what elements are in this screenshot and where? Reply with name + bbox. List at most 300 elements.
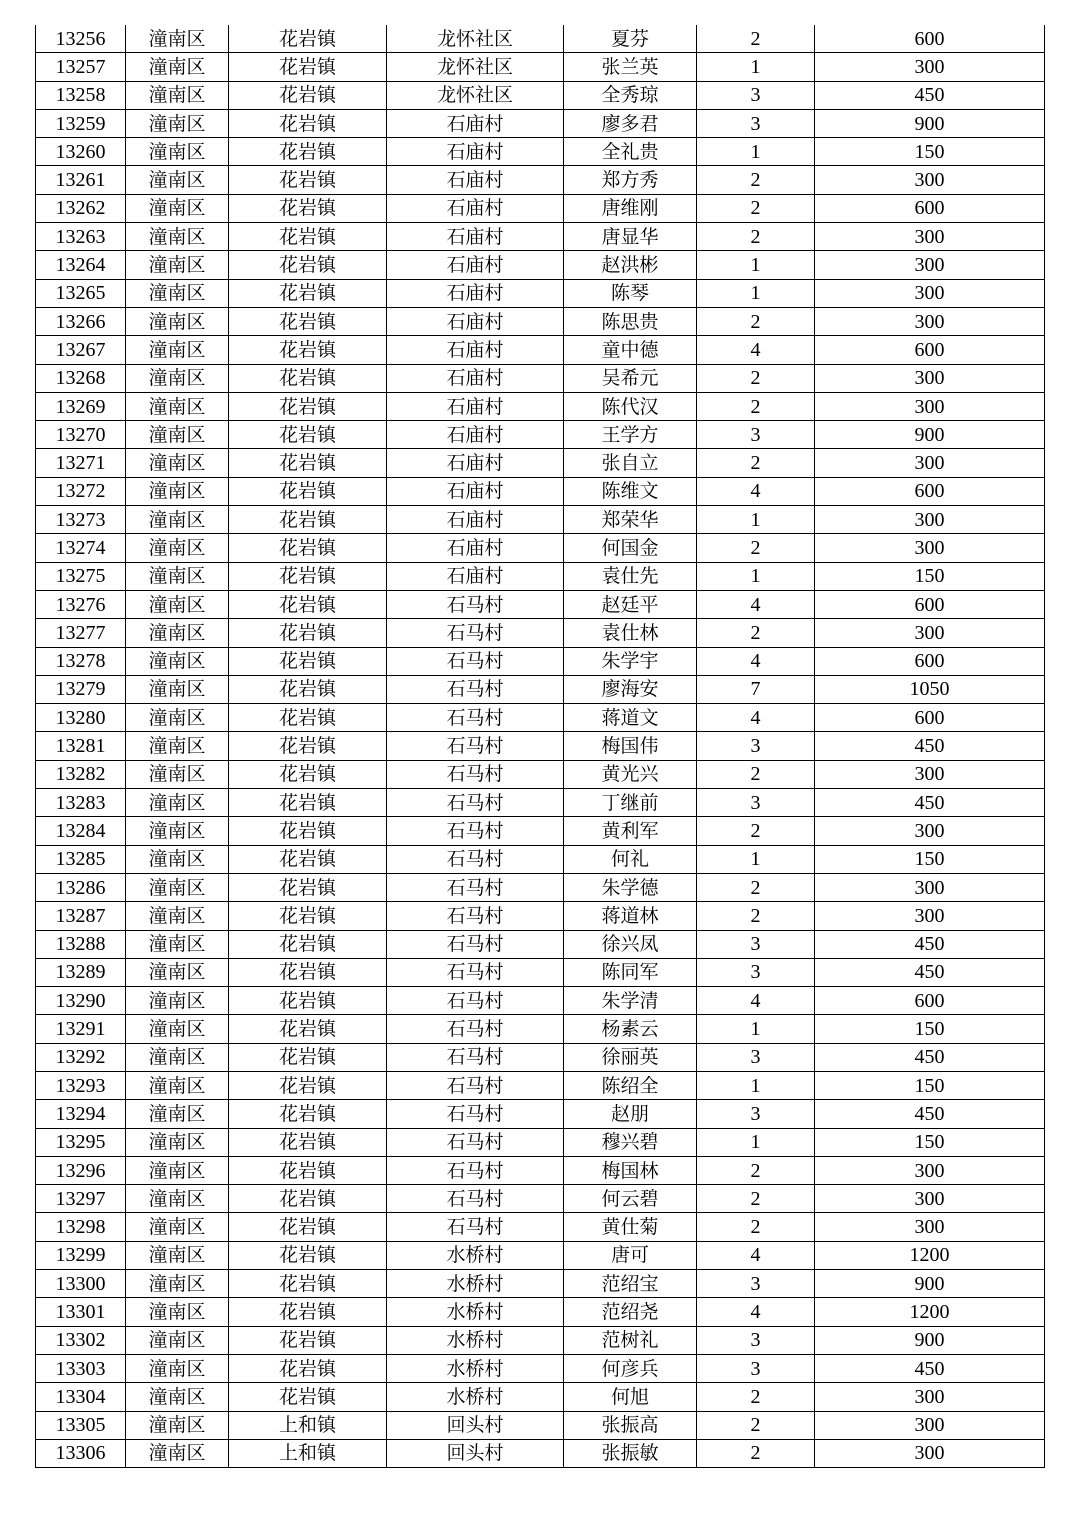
id-cell: 13281 bbox=[36, 732, 126, 760]
table-row bbox=[36, 873, 1045, 901]
id-cell: 13273 bbox=[36, 506, 126, 534]
count-cell: 2 bbox=[697, 902, 815, 930]
table-row bbox=[36, 1213, 1045, 1241]
town-cell: 花岩镇 bbox=[229, 392, 387, 420]
table-row bbox=[36, 1015, 1045, 1043]
table-row bbox=[36, 223, 1045, 251]
count-cell: 2 bbox=[697, 364, 815, 392]
id-cell: 13269 bbox=[36, 392, 126, 420]
name-cell: 郑荣华 bbox=[564, 506, 697, 534]
table-row bbox=[36, 1270, 1045, 1298]
count-cell: 2 bbox=[697, 1185, 815, 1213]
table-row bbox=[36, 1354, 1045, 1382]
amount-cell: 300 bbox=[815, 166, 1045, 194]
district-cell: 潼南区 bbox=[126, 109, 229, 137]
name-cell: 吴希元 bbox=[564, 364, 697, 392]
id-cell: 13262 bbox=[36, 194, 126, 222]
name-cell: 赵廷平 bbox=[564, 590, 697, 618]
id-cell: 13302 bbox=[36, 1326, 126, 1354]
id-cell: 13292 bbox=[36, 1043, 126, 1071]
district-cell: 潼南区 bbox=[126, 1439, 229, 1467]
count-cell: 1 bbox=[697, 845, 815, 873]
district-cell: 潼南区 bbox=[126, 1128, 229, 1156]
name-cell: 蒋道林 bbox=[564, 902, 697, 930]
village-cell: 石马村 bbox=[387, 1128, 564, 1156]
name-cell: 穆兴碧 bbox=[564, 1128, 697, 1156]
id-cell: 13266 bbox=[36, 307, 126, 335]
id-cell: 13282 bbox=[36, 760, 126, 788]
table-row bbox=[36, 789, 1045, 817]
amount-cell: 300 bbox=[815, 392, 1045, 420]
village-cell: 石庙村 bbox=[387, 562, 564, 590]
district-cell: 潼南区 bbox=[126, 421, 229, 449]
count-cell: 1 bbox=[697, 251, 815, 279]
village-cell: 龙怀社区 bbox=[387, 53, 564, 81]
table-row bbox=[36, 619, 1045, 647]
table-row bbox=[36, 53, 1045, 81]
count-cell: 3 bbox=[697, 421, 815, 449]
town-cell: 花岩镇 bbox=[229, 590, 387, 618]
district-cell: 潼南区 bbox=[126, 1383, 229, 1411]
village-cell: 石马村 bbox=[387, 817, 564, 845]
amount-cell: 150 bbox=[815, 562, 1045, 590]
count-cell: 3 bbox=[697, 1100, 815, 1128]
district-cell: 潼南区 bbox=[126, 364, 229, 392]
table-row bbox=[36, 1241, 1045, 1269]
name-cell: 赵朋 bbox=[564, 1100, 697, 1128]
id-cell: 13260 bbox=[36, 138, 126, 166]
id-cell: 13298 bbox=[36, 1213, 126, 1241]
count-cell: 3 bbox=[697, 1043, 815, 1071]
town-cell: 花岩镇 bbox=[229, 1326, 387, 1354]
district-cell: 潼南区 bbox=[126, 194, 229, 222]
table-row bbox=[36, 817, 1045, 845]
district-cell: 潼南区 bbox=[126, 845, 229, 873]
id-cell: 13274 bbox=[36, 534, 126, 562]
amount-cell: 450 bbox=[815, 1043, 1045, 1071]
village-cell: 龙怀社区 bbox=[387, 81, 564, 109]
town-cell: 花岩镇 bbox=[229, 336, 387, 364]
count-cell: 2 bbox=[697, 1439, 815, 1467]
district-cell: 潼南区 bbox=[126, 789, 229, 817]
table-row bbox=[36, 138, 1045, 166]
village-cell: 水桥村 bbox=[387, 1383, 564, 1411]
table-row bbox=[36, 506, 1045, 534]
id-cell: 13291 bbox=[36, 1015, 126, 1043]
district-cell: 潼南区 bbox=[126, 1015, 229, 1043]
name-cell: 何国金 bbox=[564, 534, 697, 562]
amount-cell: 900 bbox=[815, 1326, 1045, 1354]
name-cell: 黄仕菊 bbox=[564, 1213, 697, 1241]
id-cell: 13257 bbox=[36, 53, 126, 81]
name-cell: 黄光兴 bbox=[564, 760, 697, 788]
table-row bbox=[36, 251, 1045, 279]
town-cell: 花岩镇 bbox=[229, 138, 387, 166]
district-cell: 潼南区 bbox=[126, 958, 229, 986]
amount-cell: 1200 bbox=[815, 1298, 1045, 1326]
name-cell: 梅国伟 bbox=[564, 732, 697, 760]
count-cell: 2 bbox=[697, 25, 815, 53]
town-cell: 花岩镇 bbox=[229, 1185, 387, 1213]
id-cell: 13299 bbox=[36, 1241, 126, 1269]
town-cell: 花岩镇 bbox=[229, 506, 387, 534]
town-cell: 花岩镇 bbox=[229, 279, 387, 307]
amount-cell: 600 bbox=[815, 25, 1045, 53]
village-cell: 石马村 bbox=[387, 987, 564, 1015]
town-cell: 花岩镇 bbox=[229, 1100, 387, 1128]
id-cell: 13270 bbox=[36, 421, 126, 449]
village-cell: 石庙村 bbox=[387, 251, 564, 279]
district-cell: 潼南区 bbox=[126, 647, 229, 675]
amount-cell: 600 bbox=[815, 477, 1045, 505]
id-cell: 13289 bbox=[36, 958, 126, 986]
district-cell: 潼南区 bbox=[126, 704, 229, 732]
amount-cell: 150 bbox=[815, 1071, 1045, 1099]
amount-cell: 300 bbox=[815, 1383, 1045, 1411]
town-cell: 花岩镇 bbox=[229, 873, 387, 901]
name-cell: 梅国林 bbox=[564, 1156, 697, 1184]
town-cell: 花岩镇 bbox=[229, 1015, 387, 1043]
id-cell: 13288 bbox=[36, 930, 126, 958]
village-cell: 石马村 bbox=[387, 1015, 564, 1043]
table-row bbox=[36, 1298, 1045, 1326]
town-cell: 花岩镇 bbox=[229, 562, 387, 590]
table-row bbox=[36, 449, 1045, 477]
town-cell: 花岩镇 bbox=[229, 619, 387, 647]
village-cell: 石马村 bbox=[387, 732, 564, 760]
count-cell: 1 bbox=[697, 279, 815, 307]
name-cell: 张振高 bbox=[564, 1411, 697, 1439]
count-cell: 3 bbox=[697, 109, 815, 137]
count-cell: 2 bbox=[697, 760, 815, 788]
village-cell: 石马村 bbox=[387, 902, 564, 930]
amount-cell: 600 bbox=[815, 704, 1045, 732]
table-row bbox=[36, 704, 1045, 732]
town-cell: 花岩镇 bbox=[229, 732, 387, 760]
name-cell: 唐显华 bbox=[564, 223, 697, 251]
town-cell: 花岩镇 bbox=[229, 53, 387, 81]
table-row bbox=[36, 590, 1045, 618]
village-cell: 回头村 bbox=[387, 1439, 564, 1467]
name-cell: 范绍宝 bbox=[564, 1270, 697, 1298]
count-cell: 3 bbox=[697, 81, 815, 109]
town-cell: 花岩镇 bbox=[229, 930, 387, 958]
table-row bbox=[36, 1128, 1045, 1156]
district-cell: 潼南区 bbox=[126, 392, 229, 420]
name-cell: 赵洪彬 bbox=[564, 251, 697, 279]
village-cell: 石庙村 bbox=[387, 534, 564, 562]
count-cell: 1 bbox=[697, 1071, 815, 1099]
village-cell: 石马村 bbox=[387, 958, 564, 986]
village-cell: 石庙村 bbox=[387, 477, 564, 505]
name-cell: 杨素云 bbox=[564, 1015, 697, 1043]
name-cell: 朱学清 bbox=[564, 987, 697, 1015]
village-cell: 石马村 bbox=[387, 789, 564, 817]
amount-cell: 600 bbox=[815, 987, 1045, 1015]
count-cell: 2 bbox=[697, 449, 815, 477]
id-cell: 13306 bbox=[36, 1439, 126, 1467]
amount-cell: 300 bbox=[815, 534, 1045, 562]
district-cell: 潼南区 bbox=[126, 53, 229, 81]
amount-cell: 450 bbox=[815, 958, 1045, 986]
id-cell: 13286 bbox=[36, 873, 126, 901]
amount-cell: 450 bbox=[815, 930, 1045, 958]
district-cell: 潼南区 bbox=[126, 1354, 229, 1382]
id-cell: 13297 bbox=[36, 1185, 126, 1213]
name-cell: 徐兴凤 bbox=[564, 930, 697, 958]
count-cell: 3 bbox=[697, 930, 815, 958]
count-cell: 4 bbox=[697, 477, 815, 505]
table-row bbox=[36, 675, 1045, 703]
count-cell: 4 bbox=[697, 1298, 815, 1326]
amount-cell: 300 bbox=[815, 506, 1045, 534]
table-row bbox=[36, 534, 1045, 562]
amount-cell: 300 bbox=[815, 223, 1045, 251]
id-cell: 13284 bbox=[36, 817, 126, 845]
id-cell: 13293 bbox=[36, 1071, 126, 1099]
id-cell: 13272 bbox=[36, 477, 126, 505]
amount-cell: 300 bbox=[815, 251, 1045, 279]
count-cell: 2 bbox=[697, 194, 815, 222]
village-cell: 石马村 bbox=[387, 675, 564, 703]
amount-cell: 1200 bbox=[815, 1241, 1045, 1269]
amount-cell: 300 bbox=[815, 1439, 1045, 1467]
village-cell: 石庙村 bbox=[387, 506, 564, 534]
district-cell: 潼南区 bbox=[126, 760, 229, 788]
name-cell: 陈代汉 bbox=[564, 392, 697, 420]
district-cell: 潼南区 bbox=[126, 1100, 229, 1128]
village-cell: 石庙村 bbox=[387, 279, 564, 307]
id-cell: 13271 bbox=[36, 449, 126, 477]
count-cell: 3 bbox=[697, 732, 815, 760]
district-cell: 潼南区 bbox=[126, 81, 229, 109]
table-row bbox=[36, 392, 1045, 420]
name-cell: 何礼 bbox=[564, 845, 697, 873]
count-cell: 4 bbox=[697, 704, 815, 732]
town-cell: 花岩镇 bbox=[229, 364, 387, 392]
amount-cell: 900 bbox=[815, 109, 1045, 137]
town-cell: 花岩镇 bbox=[229, 1156, 387, 1184]
count-cell: 3 bbox=[697, 958, 815, 986]
amount-cell: 150 bbox=[815, 845, 1045, 873]
count-cell: 4 bbox=[697, 590, 815, 618]
count-cell: 2 bbox=[697, 1411, 815, 1439]
table-row bbox=[36, 1411, 1045, 1439]
district-cell: 潼南区 bbox=[126, 251, 229, 279]
town-cell: 花岩镇 bbox=[229, 251, 387, 279]
name-cell: 黄利军 bbox=[564, 817, 697, 845]
district-cell: 潼南区 bbox=[126, 279, 229, 307]
town-cell: 花岩镇 bbox=[229, 704, 387, 732]
amount-cell: 900 bbox=[815, 1270, 1045, 1298]
table-row bbox=[36, 1043, 1045, 1071]
district-cell: 潼南区 bbox=[126, 1326, 229, 1354]
id-cell: 13276 bbox=[36, 590, 126, 618]
village-cell: 石马村 bbox=[387, 760, 564, 788]
name-cell: 全秀琼 bbox=[564, 81, 697, 109]
name-cell: 陈维文 bbox=[564, 477, 697, 505]
village-cell: 石庙村 bbox=[387, 138, 564, 166]
table-row bbox=[36, 307, 1045, 335]
town-cell: 花岩镇 bbox=[229, 1213, 387, 1241]
name-cell: 何彦兵 bbox=[564, 1354, 697, 1382]
table-row bbox=[36, 958, 1045, 986]
table-row bbox=[36, 109, 1045, 137]
amount-cell: 1050 bbox=[815, 675, 1045, 703]
count-cell: 1 bbox=[697, 1015, 815, 1043]
id-cell: 13294 bbox=[36, 1100, 126, 1128]
count-cell: 4 bbox=[697, 1241, 815, 1269]
district-cell: 潼南区 bbox=[126, 987, 229, 1015]
village-cell: 石庙村 bbox=[387, 307, 564, 335]
table-row bbox=[36, 930, 1045, 958]
count-cell: 3 bbox=[697, 1270, 815, 1298]
name-cell: 陈绍全 bbox=[564, 1071, 697, 1099]
district-cell: 潼南区 bbox=[126, 336, 229, 364]
village-cell: 石庙村 bbox=[387, 223, 564, 251]
name-cell: 徐丽英 bbox=[564, 1043, 697, 1071]
village-cell: 石马村 bbox=[387, 1043, 564, 1071]
amount-cell: 300 bbox=[815, 760, 1045, 788]
table-row bbox=[36, 1439, 1045, 1467]
amount-cell: 600 bbox=[815, 647, 1045, 675]
village-cell: 水桥村 bbox=[387, 1326, 564, 1354]
name-cell: 全礼贵 bbox=[564, 138, 697, 166]
table-row bbox=[36, 364, 1045, 392]
name-cell: 陈同军 bbox=[564, 958, 697, 986]
id-cell: 13265 bbox=[36, 279, 126, 307]
village-cell: 石马村 bbox=[387, 930, 564, 958]
district-cell: 潼南区 bbox=[126, 1213, 229, 1241]
village-cell: 水桥村 bbox=[387, 1270, 564, 1298]
table-row bbox=[36, 1326, 1045, 1354]
amount-cell: 450 bbox=[815, 1100, 1045, 1128]
id-cell: 13264 bbox=[36, 251, 126, 279]
town-cell: 花岩镇 bbox=[229, 1354, 387, 1382]
table-row bbox=[36, 845, 1045, 873]
town-cell: 花岩镇 bbox=[229, 1383, 387, 1411]
amount-cell: 300 bbox=[815, 307, 1045, 335]
village-cell: 石庙村 bbox=[387, 336, 564, 364]
name-cell: 蒋道文 bbox=[564, 704, 697, 732]
count-cell: 2 bbox=[697, 1156, 815, 1184]
amount-cell: 300 bbox=[815, 902, 1045, 930]
village-cell: 石马村 bbox=[387, 873, 564, 901]
id-cell: 13261 bbox=[36, 166, 126, 194]
table-row bbox=[36, 1071, 1045, 1099]
name-cell: 廖多君 bbox=[564, 109, 697, 137]
district-cell: 潼南区 bbox=[126, 449, 229, 477]
table-row bbox=[36, 1185, 1045, 1213]
village-cell: 水桥村 bbox=[387, 1298, 564, 1326]
table-row bbox=[36, 987, 1045, 1015]
table-row bbox=[36, 760, 1045, 788]
id-cell: 13290 bbox=[36, 987, 126, 1015]
id-cell: 13259 bbox=[36, 109, 126, 137]
town-cell: 花岩镇 bbox=[229, 194, 387, 222]
name-cell: 张振敏 bbox=[564, 1439, 697, 1467]
id-cell: 13263 bbox=[36, 223, 126, 251]
amount-cell: 600 bbox=[815, 590, 1045, 618]
town-cell: 花岩镇 bbox=[229, 25, 387, 53]
amount-cell: 300 bbox=[815, 364, 1045, 392]
town-cell: 花岩镇 bbox=[229, 449, 387, 477]
village-cell: 龙怀社区 bbox=[387, 25, 564, 53]
town-cell: 花岩镇 bbox=[229, 675, 387, 703]
village-cell: 石庙村 bbox=[387, 166, 564, 194]
table-row bbox=[36, 1383, 1045, 1411]
amount-cell: 300 bbox=[815, 53, 1045, 81]
amount-cell: 450 bbox=[815, 1354, 1045, 1382]
id-cell: 13267 bbox=[36, 336, 126, 364]
district-cell: 潼南区 bbox=[126, 25, 229, 53]
village-cell: 石马村 bbox=[387, 845, 564, 873]
village-cell: 石庙村 bbox=[387, 421, 564, 449]
id-cell: 13277 bbox=[36, 619, 126, 647]
count-cell: 3 bbox=[697, 1354, 815, 1382]
village-cell: 水桥村 bbox=[387, 1241, 564, 1269]
amount-cell: 300 bbox=[815, 1156, 1045, 1184]
table-row bbox=[36, 477, 1045, 505]
count-cell: 3 bbox=[697, 1326, 815, 1354]
district-cell: 潼南区 bbox=[126, 562, 229, 590]
amount-cell: 300 bbox=[815, 279, 1045, 307]
name-cell: 夏芬 bbox=[564, 25, 697, 53]
town-cell: 花岩镇 bbox=[229, 789, 387, 817]
town-cell: 花岩镇 bbox=[229, 166, 387, 194]
name-cell: 张兰英 bbox=[564, 53, 697, 81]
name-cell: 丁继前 bbox=[564, 789, 697, 817]
table-row bbox=[36, 1100, 1045, 1128]
district-cell: 潼南区 bbox=[126, 930, 229, 958]
count-cell: 2 bbox=[697, 223, 815, 251]
district-cell: 潼南区 bbox=[126, 590, 229, 618]
name-cell: 陈琴 bbox=[564, 279, 697, 307]
id-cell: 13283 bbox=[36, 789, 126, 817]
town-cell: 花岩镇 bbox=[229, 647, 387, 675]
district-cell: 潼南区 bbox=[126, 1043, 229, 1071]
district-cell: 潼南区 bbox=[126, 619, 229, 647]
id-cell: 13300 bbox=[36, 1270, 126, 1298]
town-cell: 花岩镇 bbox=[229, 817, 387, 845]
id-cell: 13268 bbox=[36, 364, 126, 392]
town-cell: 花岩镇 bbox=[229, 1128, 387, 1156]
amount-cell: 600 bbox=[815, 336, 1045, 364]
table-row bbox=[36, 279, 1045, 307]
district-cell: 潼南区 bbox=[126, 817, 229, 845]
district-cell: 潼南区 bbox=[126, 477, 229, 505]
amount-cell: 150 bbox=[815, 138, 1045, 166]
town-cell: 花岩镇 bbox=[229, 307, 387, 335]
town-cell: 花岩镇 bbox=[229, 845, 387, 873]
count-cell: 4 bbox=[697, 987, 815, 1015]
amount-cell: 150 bbox=[815, 1128, 1045, 1156]
district-cell: 潼南区 bbox=[126, 307, 229, 335]
village-cell: 石马村 bbox=[387, 1100, 564, 1128]
village-cell: 石马村 bbox=[387, 1071, 564, 1099]
count-cell: 2 bbox=[697, 392, 815, 420]
town-cell: 上和镇 bbox=[229, 1439, 387, 1467]
name-cell: 何旭 bbox=[564, 1383, 697, 1411]
district-cell: 潼南区 bbox=[126, 1156, 229, 1184]
id-cell: 13278 bbox=[36, 647, 126, 675]
amount-cell: 600 bbox=[815, 194, 1045, 222]
town-cell: 上和镇 bbox=[229, 1411, 387, 1439]
village-cell: 回头村 bbox=[387, 1411, 564, 1439]
amount-cell: 300 bbox=[815, 873, 1045, 901]
id-cell: 13258 bbox=[36, 81, 126, 109]
id-cell: 13256 bbox=[36, 25, 126, 53]
